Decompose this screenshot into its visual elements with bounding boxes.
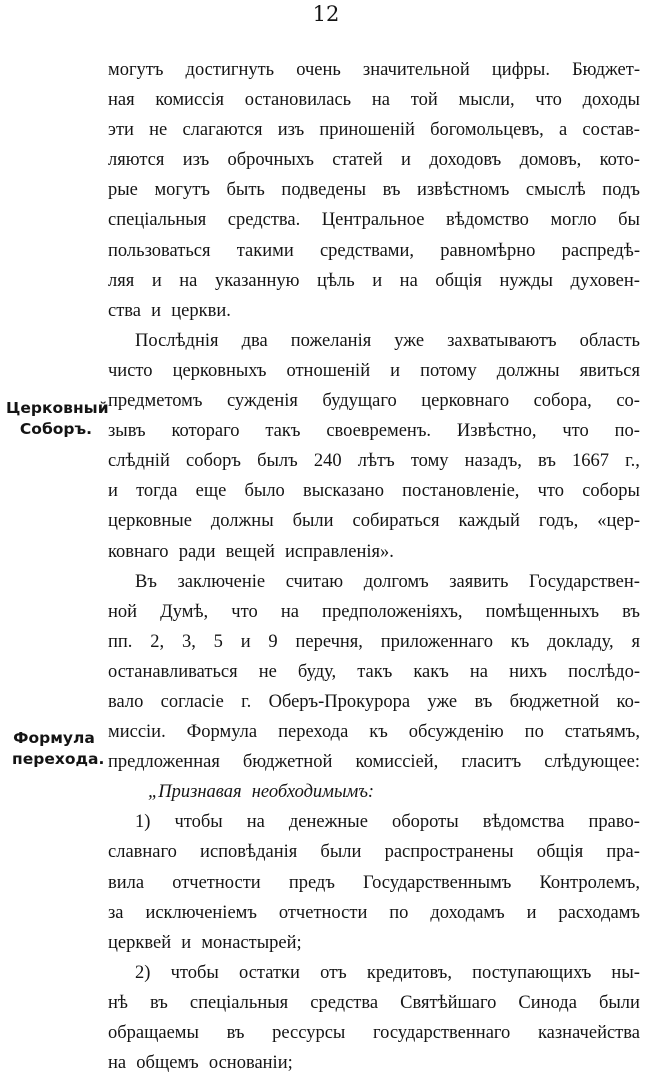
- text-line: вало согласіе г. Оберъ-Прокурора уже въ бюджетной ко-: [108, 691, 640, 712]
- text-line: предложенная бюджетной комиссіей, гласитъ слѣдующее:: [108, 752, 640, 773]
- margin-note-church-council: [6, 398, 109, 440]
- text-line: церквей и монастырей;: [108, 932, 302, 953]
- text-line: обращаемы въ рессурсы государственнаго казначейства: [108, 1023, 640, 1043]
- text-line: Послѣднія два пожеланія уже захватываютъ область: [135, 330, 640, 351]
- text-line: эти не слагаются изъ приношеній богомольцевъ, а состав-: [108, 120, 640, 141]
- margin-note-line: Формула: [13, 729, 95, 747]
- text-line: пп. 2, 3, 5 и 9 перечня, приложеннаго къ докладу, я: [108, 631, 640, 652]
- page-number: 12: [312, 2, 340, 26]
- text-line: зывъ котораго такъ своевременъ. Извѣстно, что по-: [108, 421, 640, 442]
- text-line: могутъ достигнуть очень значительной цифры. Бюджет-: [108, 60, 640, 80]
- text-line: ства и церкви.: [108, 300, 231, 321]
- text-line: 1) чтобы на денежные обороты вѣдомства право-: [135, 812, 640, 833]
- text-line: Въ заключеніе считаю долгомъ заявить Государствен-: [135, 571, 640, 592]
- text-line: „Признавая необходимымъ:: [148, 782, 375, 803]
- text-line: слѣдній соборъ былъ 240 лѣтъ тому назадъ, въ 1667 г.,: [108, 451, 640, 472]
- text-line: спеціальныя средства. Центральное вѣдомство могло бы: [108, 210, 640, 231]
- margin-note-transition-formula: [12, 728, 105, 770]
- text-line: ная комиссія остановилась на той мысли, что доходы: [108, 90, 640, 111]
- text-line: останавливаться не буду, такъ какъ на нихъ послѣдо-: [108, 661, 640, 682]
- text-line: 2) чтобы остатки отъ кредитовъ, поступающихъ ны-: [135, 962, 640, 983]
- text-line: церковные должны были собираться каждый годъ, «цер-: [108, 511, 640, 532]
- text-line: на общемъ основаніи;: [108, 1053, 293, 1074]
- margin-note-line: перехода.: [12, 750, 105, 768]
- text-line: рые могутъ быть подведены въ извѣстномъ смыслѣ подъ: [108, 180, 640, 201]
- text-line: за исключеніемъ отчетности по доходамъ и расходамъ: [108, 902, 640, 923]
- text-line: пользоваться такими средствами, равномѣрно распредѣ-: [108, 240, 640, 261]
- text-line: ковнаго ради вещей исправленія».: [108, 541, 394, 562]
- text-line: ляются изъ оброчныхъ статей и доходовъ домовъ, кото-: [108, 150, 640, 171]
- text-line: и тогда еще было высказано постановленіе, что соборы: [108, 481, 640, 502]
- text-line: ляя и на указанную цѣль и на общія нужды духовен-: [108, 270, 640, 291]
- text-line: чисто церковныхъ отношеній и потому должны явиться: [108, 360, 640, 381]
- text-line: миссіи. Формула перехода къ обсужденію по статьямъ,: [108, 722, 640, 743]
- margin-note-line: Соборъ.: [19, 420, 93, 438]
- text-line: предметомъ сужденія будущаго церковнаго собора, со-: [108, 391, 640, 412]
- text-line: нѣ въ спеціальныя средства Святѣйшаго Синода были: [108, 992, 640, 1013]
- text-line: ной Думѣ, что на предположеніяхъ, помѣщенныхъ въ: [108, 601, 640, 622]
- text-line: славнаго исповѣданія были распространены общія пра-: [108, 842, 640, 863]
- text-line: вила отчетности предъ Государственнымъ Контролемъ,: [108, 872, 640, 893]
- body-text: [108, 55, 640, 1078]
- margin-note-line: Церковный: [6, 399, 109, 417]
